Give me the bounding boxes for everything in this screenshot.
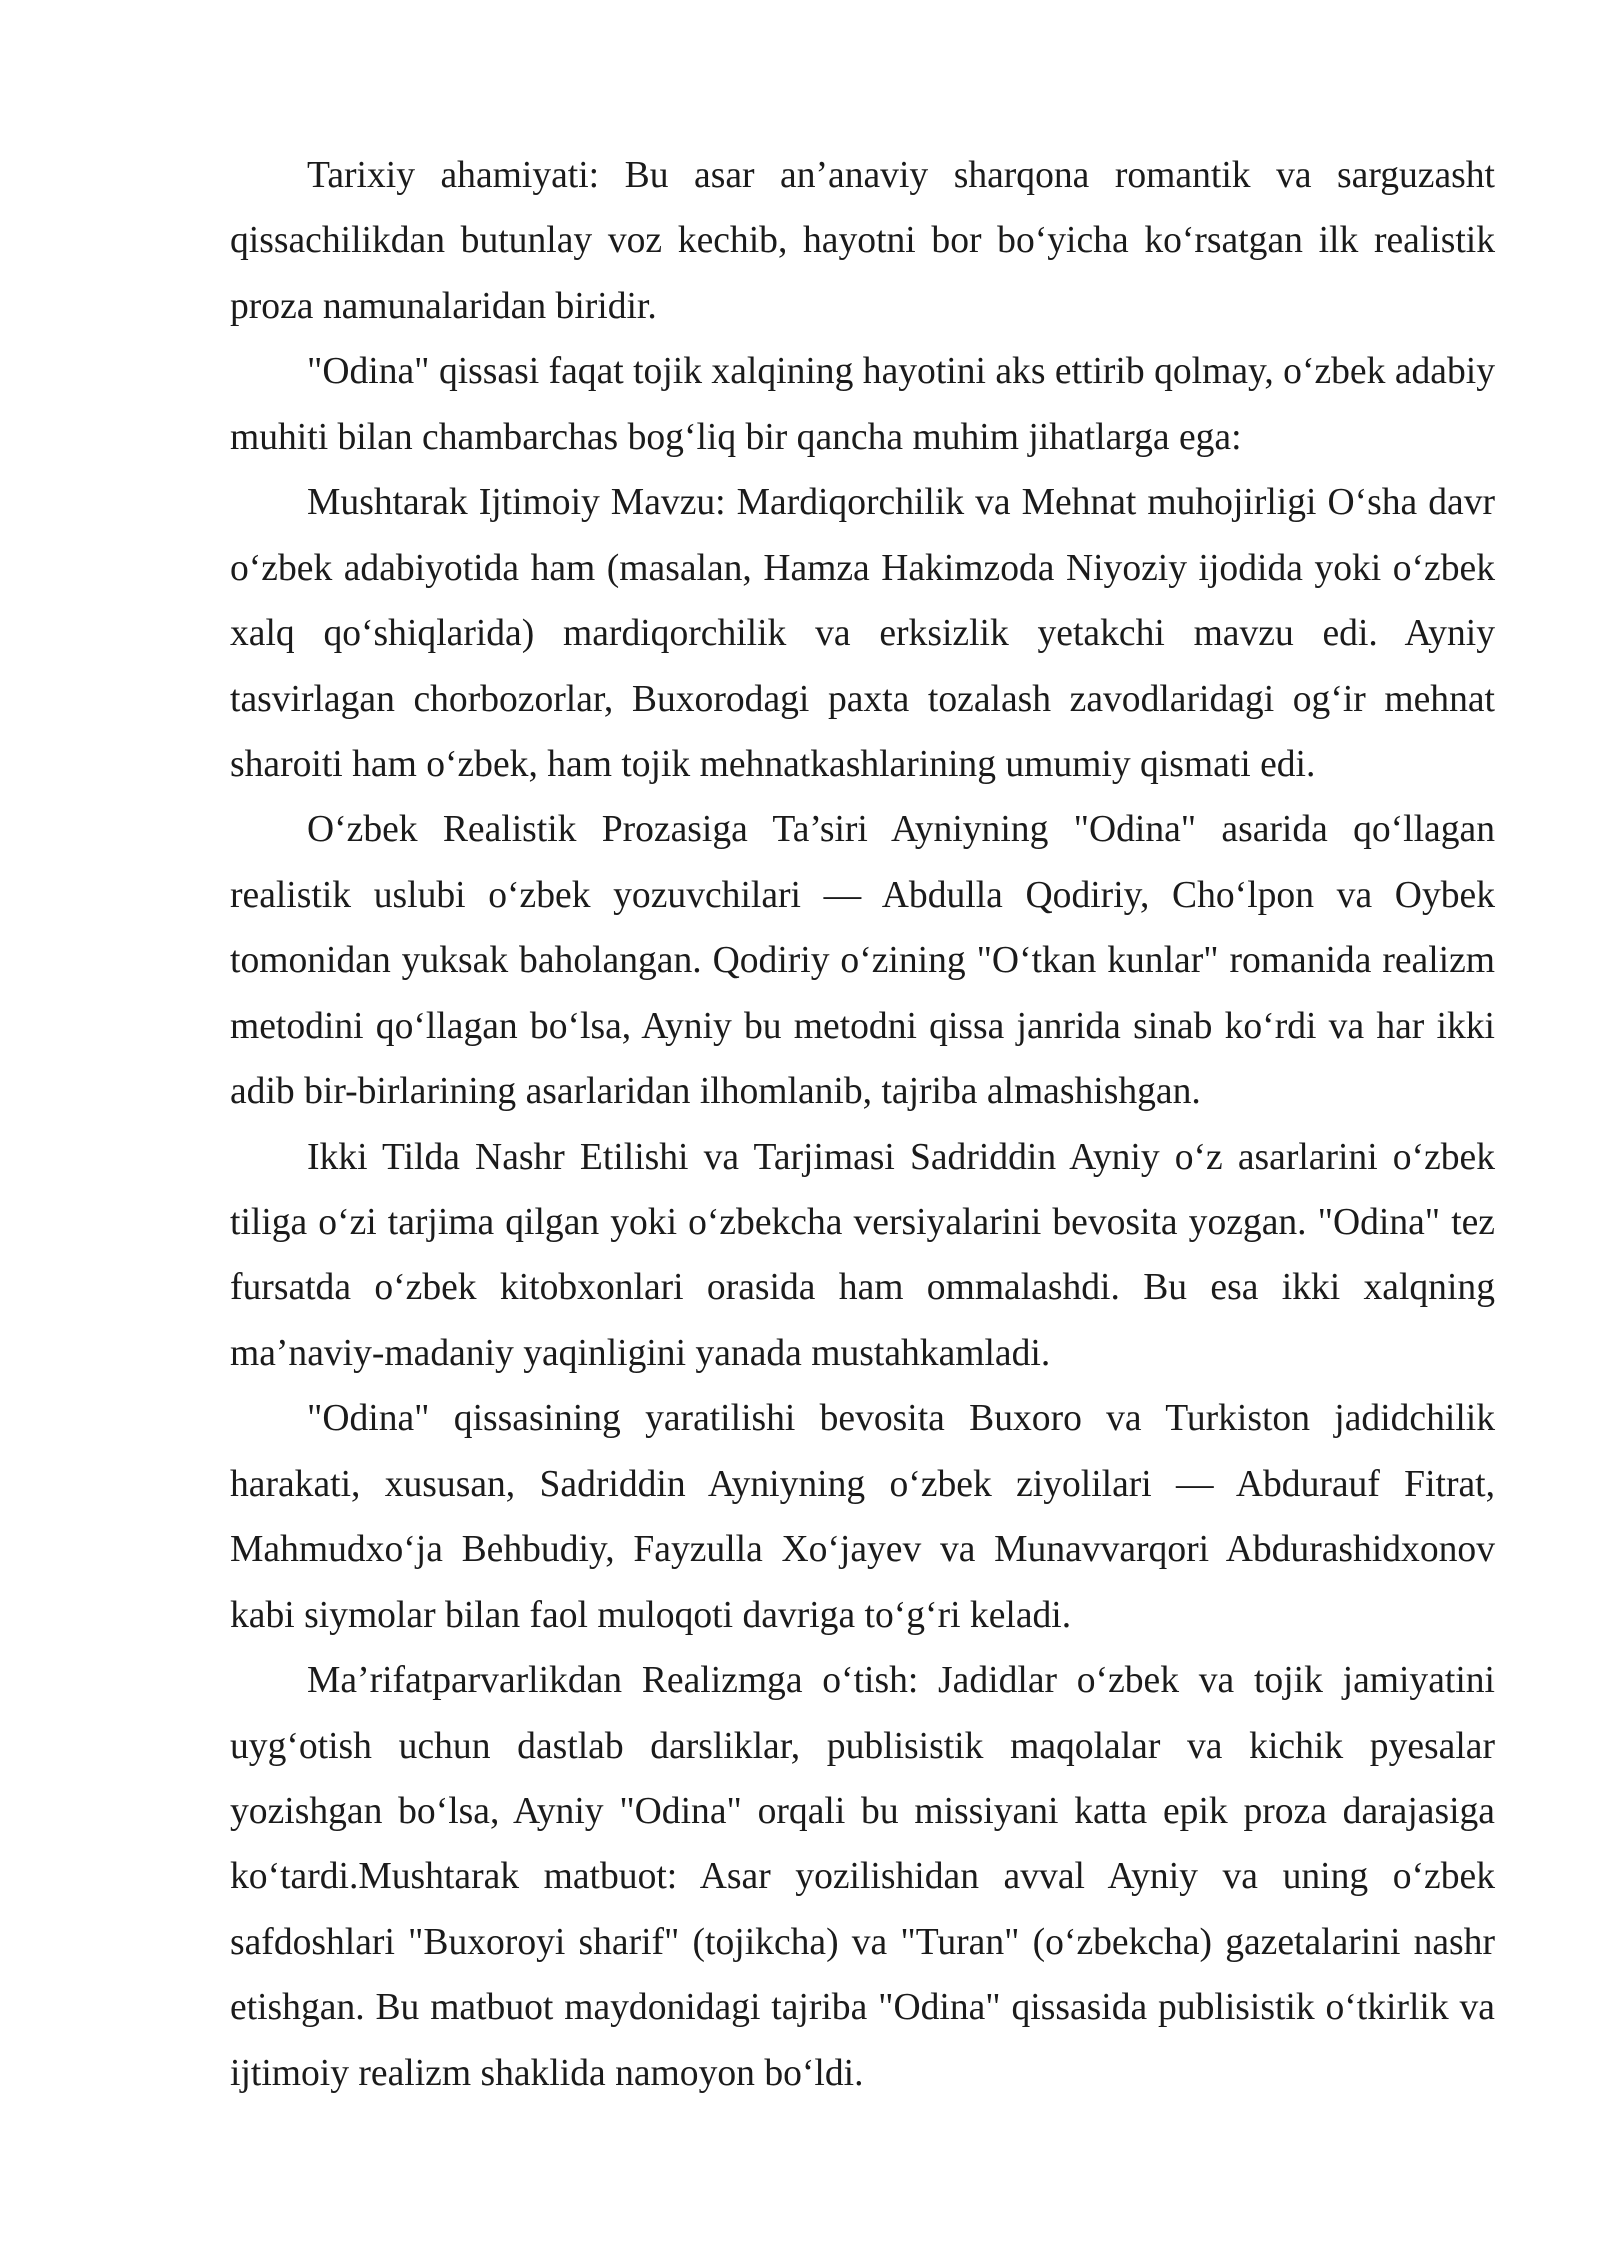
- line-text: uyg‘otish uchun dastlab darsliklar, publisistik maqolalar va kichik pyesalar: [230, 1725, 1495, 1767]
- paragraph-jadid-movement: [230, 1386, 1495, 1648]
- line-text: adib bir-birlarining asarlaridan ilhomlanib, tajriba almashishgan.: [230, 1071, 1201, 1113]
- line-text: proza namunalaridan biridir.: [230, 285, 657, 327]
- paragraph-line: [230, 1190, 1495, 1255]
- line-text: yozishgan bo‘lsa, Ayniy "Odina" orqali bu missiyani katta epik proza darajasiga: [230, 1790, 1495, 1832]
- paragraph-line: [230, 1255, 1495, 1320]
- paragraph-line: [230, 994, 1495, 1059]
- paragraph-line: [230, 1386, 1495, 1451]
- line-text: Mahmudxo‘ja Behbudiy, Fayzulla Xo‘jayev va Munavvarqori Abdurashidxonov: [230, 1529, 1495, 1571]
- paragraph-line: [230, 1125, 1495, 1190]
- line-text: "Odina" qissasi faqat tojik xalqining hayotini aks ettirib qolmay, o‘zbek adabiy: [307, 351, 1495, 393]
- line-text: Tarixiy ahamiyati: Bu asar an’anaviy sharqona romantik va sarguzasht: [307, 155, 1495, 196]
- paragraph-line: [230, 1517, 1495, 1582]
- line-text: O‘zbek Realistik Prozasiga Ta’siri Ayniyning "Odina" asarida qo‘llagan: [307, 809, 1495, 851]
- paragraph-line: [230, 339, 1495, 404]
- paragraph-line: [230, 1583, 1495, 1648]
- paragraph-odina-intro: [230, 339, 1495, 470]
- paragraph-common-social-theme: [230, 470, 1495, 797]
- paragraph-enlightenment-to-realism: [230, 1648, 1495, 2106]
- line-text: fursatda o‘zbek kitobxonlari orasida ham ommalashdi. Bu esa ikki xalqning: [230, 1267, 1495, 1309]
- paragraph-line: [230, 797, 1495, 862]
- paragraph-line: [230, 601, 1495, 666]
- line-text: sharoiti ham o‘zbek, ham tojik mehnatkashlarining umumiy qismati edi.: [230, 743, 1316, 785]
- line-text: safdoshlari "Buxoroyi sharif" (tojikcha) va "Turan" (o‘zbekcha) gazetalarini nashr: [230, 1921, 1495, 1963]
- paragraph-bilingual-publication: [230, 1125, 1495, 1387]
- paragraph-line: [230, 143, 1495, 208]
- paragraph-realistic-prose-influence: [230, 797, 1495, 1124]
- paragraph-line: [230, 1321, 1495, 1386]
- paragraph-line: [230, 1714, 1495, 1779]
- line-text: ma’naviy-madaniy yaqinligini yanada mustahkamladi.: [230, 1332, 1051, 1374]
- line-text: o‘zbek adabiyotida ham (masalan, Hamza Hakimzoda Niyoziy ijodida yoki o‘zbek: [230, 547, 1495, 589]
- document-body: [230, 143, 1495, 2106]
- line-text: tasvirlagan chorbozorlar, Buxorodagi paxta tozalash zavodlaridagi og‘ir mehnat: [230, 678, 1495, 720]
- paragraph-line: [230, 1975, 1495, 2040]
- line-text: qissachilikdan butunlay voz kechib, hayotni bor bo‘yicha ko‘rsatgan ilk realistik: [230, 220, 1495, 262]
- paragraph-line: [230, 208, 1495, 273]
- paragraph-line: [230, 928, 1495, 993]
- line-text: tomonidan yuksak baholangan. Qodiriy o‘zining "O‘tkan kunlar" romanida realizm: [230, 940, 1495, 982]
- paragraph-line: [230, 274, 1495, 339]
- paragraph-line: [230, 732, 1495, 797]
- line-text: Ikki Tilda Nashr Etilishi va Tarjimasi Sadriddin Ayniy o‘z asarlarini o‘zbek: [307, 1136, 1495, 1178]
- paragraph-line: [230, 470, 1495, 535]
- line-text: "Odina" qissasining yaratilishi bevosita Buxoro va Turkiston jadidchilik: [307, 1398, 1495, 1440]
- paragraph-line: [230, 863, 1495, 928]
- line-text: Mushtarak Ijtimoiy Mavzu: Mardiqorchilik va Mehnat muhojirligi O‘sha davr: [307, 482, 1495, 524]
- line-text: muhiti bilan chambarchas bog‘liq bir qancha muhim jihatlarga ega:: [230, 416, 1242, 458]
- paragraph-line: [230, 1844, 1495, 1909]
- paragraph-line: [230, 2041, 1495, 2106]
- paragraph-line: [230, 1779, 1495, 1844]
- paragraph-line: [230, 1648, 1495, 1713]
- line-text: ko‘tardi.Mushtarak matbuot: Asar yozilishidan avval Ayniy va uning o‘zbek: [230, 1856, 1495, 1898]
- line-text: Ma’rifatparvarlikdan Realizmga o‘tish: Jadidlar o‘zbek va tojik jamiyatini: [307, 1660, 1495, 1702]
- paragraph-line: [230, 405, 1495, 470]
- paragraph-line: [230, 667, 1495, 732]
- paragraph-historical-significance: [230, 143, 1495, 339]
- paragraph-line: [230, 1452, 1495, 1517]
- line-text: xalq qo‘shiqlarida) mardiqorchilik va erksizlik yetakchi mavzu edi. Ayniy: [230, 613, 1495, 655]
- line-text: metodini qo‘llagan bo‘lsa, Ayniy bu metodni qissa janrida sinab ko‘rdi va har ikki: [230, 1005, 1495, 1047]
- line-text: kabi siymolar bilan faol muloqoti davriga to‘g‘ri keladi.: [230, 1594, 1072, 1636]
- paragraph-line: [230, 1059, 1495, 1124]
- line-text: ijtimoiy realizm shaklida namoyon bo‘ldi.: [230, 2052, 864, 2094]
- line-text: harakati, xususan, Sadriddin Ayniyning o‘zbek ziyolilari — Abdurauf Fitrat,: [230, 1463, 1495, 1505]
- paragraph-line: [230, 1910, 1495, 1975]
- line-text: etishgan. Bu matbuot maydonidagi tajriba "Odina" qissasida publisistik o‘tkirlik va: [230, 1987, 1495, 2029]
- line-text: tiliga o‘zi tarjima qilgan yoki o‘zbekcha versiyalarini bevosita yozgan. "Odina" tez: [230, 1202, 1495, 1243]
- paragraph-line: [230, 536, 1495, 601]
- line-text: realistik uslubi o‘zbek yozuvchilari — Abdulla Qodiriy, Cho‘lpon va Oybek: [230, 874, 1495, 916]
